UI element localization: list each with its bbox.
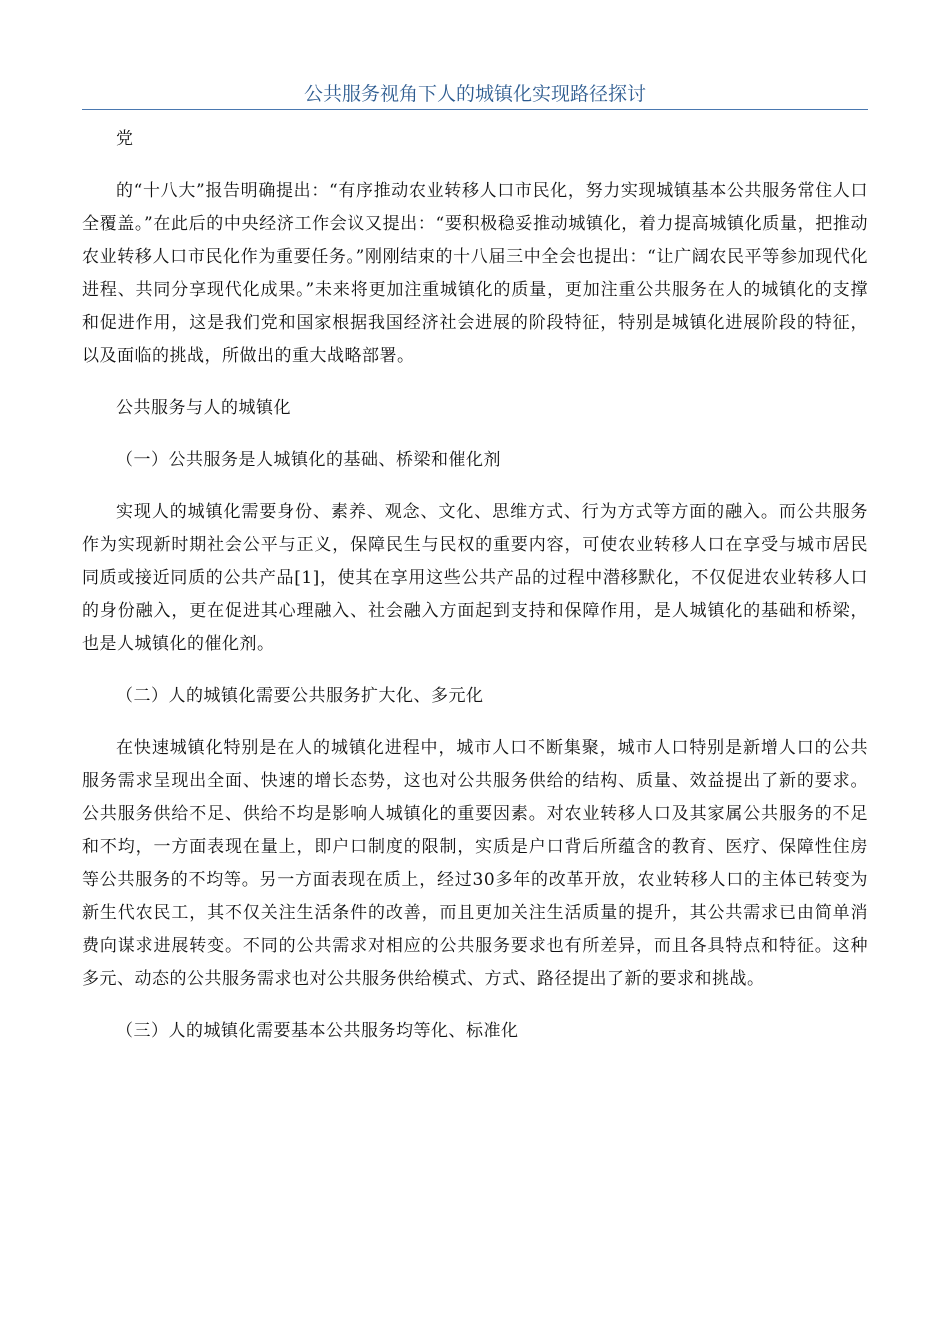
subheading-3: （三）人的城镇化需要基本公共服务均等化、标准化 [116, 1021, 519, 1041]
running-header-title: 公共服务视角下人的城镇化实现路径探讨 [303, 83, 646, 105]
subheading-1: （一）公共服务是人城镇化的基础、桥梁和催化剂 [116, 450, 501, 470]
paragraph-0: 党 [116, 129, 134, 149]
paragraph-3: 在快速城镇化特别是在人的城镇化进程中，城市人口不断集聚，城市人口特别是新增人口的公共服务需求呈现出全面、快速的增长态势，这也对公共服务供给的结构、质量、效益提出了新的要求。公共服务供给不足、供给不均是影响人城镇化的重要因素。对农业转移人口及其家属公共服务的不足和不均，一方面表现在量上，即户口制度的限制，实质是户口背后所蕴含的教育、医疗、保障性住房等公共服务的不均等。另一方面表现在质上，经过30多年的改革开放，农业转移人口的主体已转变为新生代农民工，其不仅关注生活条件的改善，而且更加关注生活质量的提升，其公共需求已由简单消费向谋求进展转变。不同的公共需求对相应的公共服务要求也有所差异，而且各具特点和特征。这种多元、动态的公共服务需求也对公共服务供给模式、方式、路径提出了新的要求和挑战。 [82, 738, 868, 989]
document-body [82, 123, 868, 1067]
paragraph-2: 实现人的城镇化需要身份、素养、观念、文化、思维方式、行为方式等方面的融入。而公共服务作为实现新时期社会公平与正义，保障民生与民权的重要内容，可使农业转移人口在享受与城市居民同质或接近同质的公共产品[1]，使其在享用这些公共产品的过程中潜移默化，不仅促进农业转移人口的身份融入，更在促进其心理融入、社会融入方面起到支持和保障作用，是人城镇化的基础和桥梁，也是人城镇化的催化剂。 [82, 502, 868, 654]
section-heading: 公共服务与人的城镇化 [116, 398, 291, 418]
subheading-2: （二）人的城镇化需要公共服务扩大化、多元化 [116, 686, 484, 706]
paragraph-1: 的“十八大”报告明确提出：“有序推动农业转移人口市民化，努力实现城镇基本公共服务常住人口全覆盖。”在此后的中央经济工作会议又提出：“要积极稳妥推动城镇化，着力提高城镇化质量，把推动农业转移人口市民化作为重要任务。”刚刚结束的十八届三中全会也提出：“让广阔农民平等参加现代化进程、共同分享现代化成果。”未来将更加注重城镇化的质量，更加注重公共服务在人的城镇化的支撑和促进作用，这是我们党和国家根据我国经济社会进展的阶段特征，特别是城镇化进展阶段的特征，以及面临的挑战，所做出的重大战略部署。 [82, 181, 868, 366]
header-divider [82, 109, 868, 110]
